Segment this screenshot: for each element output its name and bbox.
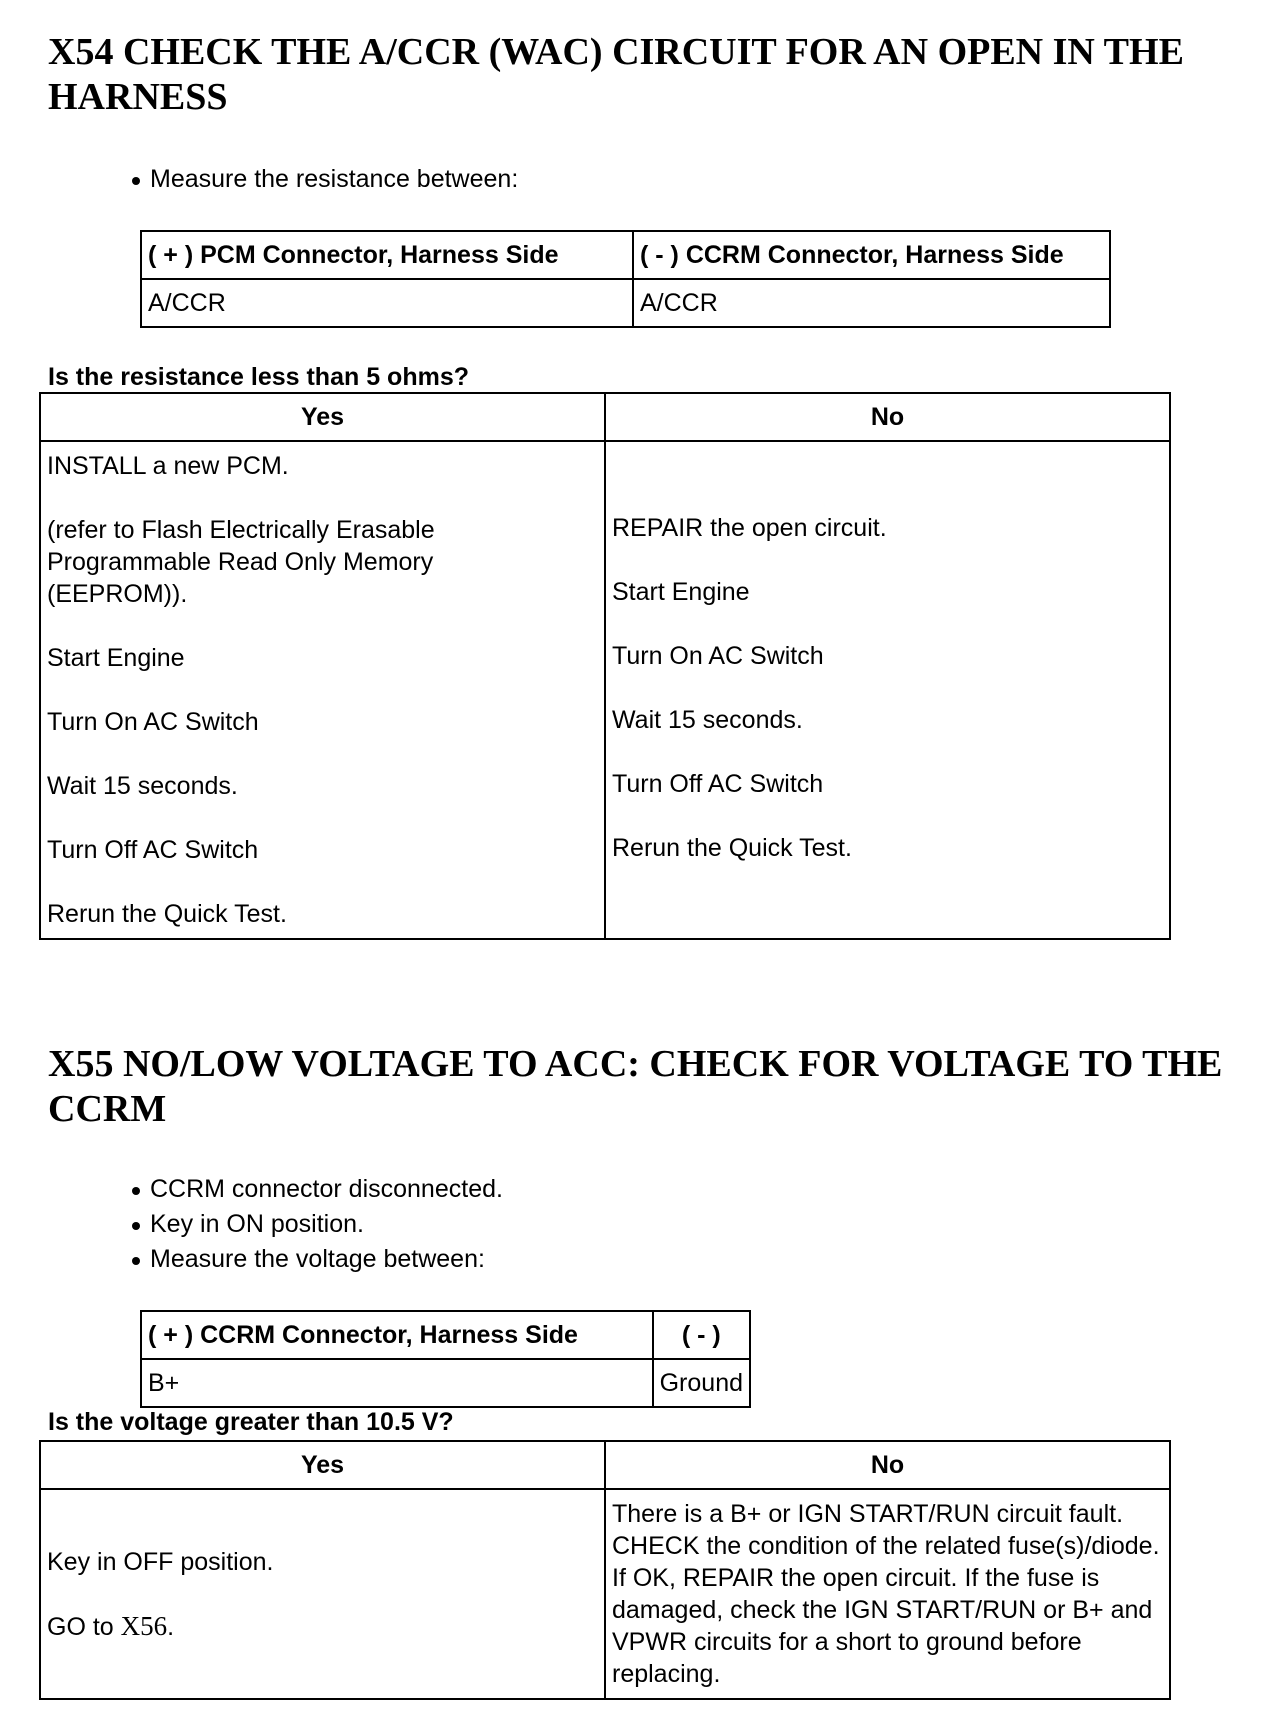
goto-x56-link[interactable]: X56 xyxy=(120,1610,168,1641)
yes-cell xyxy=(40,441,605,939)
x55-measure-table xyxy=(140,1310,751,1408)
no-step: Turn On AC Switch xyxy=(612,642,824,670)
x55-bullet-list xyxy=(130,1172,503,1277)
no-cell xyxy=(605,441,1170,939)
table-header-row xyxy=(40,1441,1170,1489)
yes-step: Rerun the Quick Test. xyxy=(47,900,287,928)
table-row xyxy=(40,1489,1170,1699)
yes-cell xyxy=(40,1489,605,1699)
table-header-row xyxy=(141,231,1110,279)
yes-step: Turn On AC Switch xyxy=(47,708,259,736)
bullet-item: Measure the resistance between: xyxy=(130,162,518,197)
table-cell: A/CCR xyxy=(141,279,633,327)
table-header-cell: ( + ) PCM Connector, Harness Side xyxy=(141,231,633,279)
x54-decision-table xyxy=(39,392,1171,940)
no-header: No xyxy=(605,393,1170,441)
yes-header: Yes xyxy=(40,393,605,441)
table-cell: B+ xyxy=(141,1359,653,1407)
x54-bullet-list xyxy=(130,162,518,197)
table-cell: A/CCR xyxy=(633,279,1110,327)
table-header-row xyxy=(40,393,1170,441)
no-cell xyxy=(605,1489,1170,1699)
yes-step: Wait 15 seconds. xyxy=(47,772,238,800)
x55-question: Is the voltage greater than 10.5 V? xyxy=(48,1408,454,1436)
no-step: Turn Off AC Switch xyxy=(612,770,824,798)
no-header: No xyxy=(605,1441,1170,1489)
x54-question: Is the resistance less than 5 ohms? xyxy=(48,363,469,391)
x55-title: X55 NO/LOW VOLTAGE TO ACC: CHECK FOR VOLTAGE TO THE CCRM xyxy=(48,1043,1223,1130)
goto-prefix: GO to xyxy=(47,1612,114,1641)
bullet-item: Measure the voltage between: xyxy=(130,1242,503,1277)
x54-title: X54 CHECK THE A/CCR (WAC) CIRCUIT FOR AN OPEN IN THE HARNESS xyxy=(48,31,1184,118)
no-step: REPAIR the open circuit. xyxy=(612,514,887,542)
no-step: Start Engine xyxy=(612,578,750,606)
no-step: Wait 15 seconds. xyxy=(612,706,803,734)
table-cell: Ground xyxy=(653,1359,750,1407)
table-header-cell: ( - ) CCRM Connector, Harness Side xyxy=(633,231,1110,279)
x54-measure-table xyxy=(140,230,1111,328)
yes-step: (refer to Flash Electrically Erasable Programmable Read Only Memory (EEPROM)). xyxy=(47,516,435,608)
yes-step: INSTALL a new PCM. xyxy=(47,452,289,480)
table-row xyxy=(141,279,1110,327)
yes-step: Start Engine xyxy=(47,644,185,672)
table-header-cell: ( - ) xyxy=(653,1311,750,1359)
bullet-item: Key in ON position. xyxy=(130,1207,503,1242)
table-row xyxy=(40,441,1170,939)
no-step: There is a B+ or IGN START/RUN circuit fault. CHECK the condition of the related fuse(s)/diode. If OK, REPAIR the open circuit. If the fuse is damaged, check the IGN START/RUN or B+ and VPWR circuits for a short to ground before replacing. xyxy=(612,1500,1160,1688)
table-row xyxy=(141,1359,750,1407)
yes-step: Key in OFF position. xyxy=(47,1547,274,1576)
table-header-row xyxy=(141,1311,750,1359)
bullet-item: CCRM connector disconnected. xyxy=(130,1172,503,1207)
x55-decision-table xyxy=(39,1440,1171,1700)
table-header-cell: ( + ) CCRM Connector, Harness Side xyxy=(141,1311,653,1359)
no-step: Rerun the Quick Test. xyxy=(612,834,852,862)
goto-line xyxy=(47,1610,598,1643)
yes-header: Yes xyxy=(40,1441,605,1489)
goto-suffix: . xyxy=(167,1612,175,1641)
yes-step: Turn Off AC Switch xyxy=(47,836,259,864)
